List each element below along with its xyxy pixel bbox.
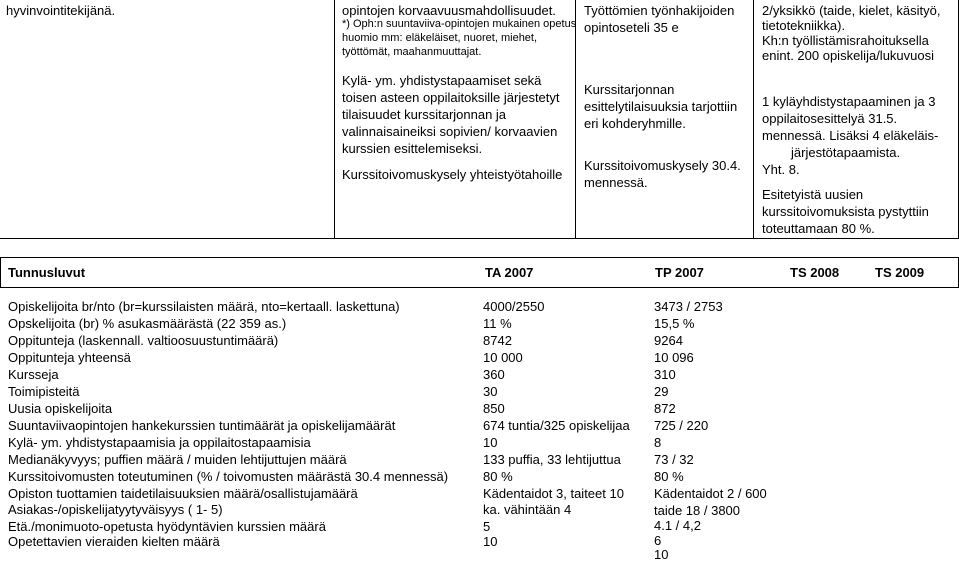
col3-text: opintoseteli 35 e <box>584 20 679 35</box>
header-ta2007: TA 2007 <box>485 265 534 280</box>
col4-text: mennessä. Lisäksi 4 eläkeläis- <box>762 128 939 143</box>
col2-note: *) Oph:n suuntaviiva-opintojen mukainen opetus <box>342 18 577 30</box>
row-label: Kursseja <box>8 367 59 382</box>
row-label: Medianäkyvyys; puffien määrä / muiden lehtijuttujen määrä <box>8 452 347 467</box>
col4-text: Esitetyistä uusien <box>762 187 864 202</box>
row-label: Opetettavien vieraiden kielten määrä <box>8 534 220 549</box>
col2-line: opintojen korvaavuusmahdollisuudet. <box>342 3 556 18</box>
col4-text: kurssitoivomuksista pystyttiin <box>762 204 929 219</box>
row-ta: 30 <box>483 384 498 399</box>
row-ta: ka. vähintään 4 <box>483 502 572 517</box>
col4-text: 2/yksikkö (taide, kielet, käsityö, <box>762 3 941 18</box>
row-tp: 3473 / 2753 <box>654 299 723 314</box>
col2-note: työttömät, maahanmuuttajat. <box>342 46 482 58</box>
row-ta: 674 tuntia/325 opiskelijaa <box>483 418 630 433</box>
row-tp: 10 096 <box>654 350 694 365</box>
row-tp: 15,5 % <box>654 316 695 331</box>
col2-note: huomio mm: eläkeläiset, nuoret, miehet, <box>342 32 538 44</box>
col3-text: Kurssitarjonnan <box>584 82 675 97</box>
col2-paragraph: Kylä- ym. yhdistystapaamiset sekä <box>342 73 542 88</box>
row-tp: 6 <box>654 533 662 548</box>
col3-text: Työttömien työnhakijoiden <box>584 3 735 18</box>
row-tp: 10 <box>654 547 669 562</box>
row-tp: Kädentaidot 2 / 600 <box>654 486 767 501</box>
row-tp: 80 % <box>654 469 684 484</box>
row-tp: 725 / 220 <box>654 418 709 433</box>
row-tp: 872 <box>654 401 676 416</box>
col4-text: järjestötapaamista. <box>791 145 901 160</box>
col4-text: Yht. 8. <box>762 162 800 177</box>
col2-paragraph: valinnaisaineiksi sopivien/ korvaavien <box>342 124 558 139</box>
row-ta: 850 <box>483 401 505 416</box>
col2-paragraph: kurssien esittelemiseksi. <box>342 141 483 156</box>
row-tp: 9264 <box>654 333 683 348</box>
header-tp2007: TP 2007 <box>655 265 704 280</box>
row-label: Suuntaviivaopintojen hankekurssien tuntimäärät ja opiskelijamäärät <box>8 418 396 433</box>
grid-line <box>575 0 576 239</box>
row-ta: 80 % <box>483 469 513 484</box>
grid-line <box>753 0 754 239</box>
header-tunnusluvut: Tunnusluvut <box>8 265 86 280</box>
row-ta: 360 <box>483 367 505 382</box>
row-label: Opiskelijoita br/nto (br=kurssilaisten määrä, nto=kertaall. laskettuna) <box>8 299 400 314</box>
row-label: Asiakas-/opiskelijatyytyväisyys ( 1- 5) <box>8 502 223 517</box>
col1-text: hyvinvointitekijänä. <box>6 3 116 18</box>
row-ta: 10 <box>483 534 498 549</box>
row-label: Oppitunteja (laskennall. valtioosuustuntimäärä) <box>8 333 279 348</box>
header-ts2009: TS 2009 <box>875 265 925 280</box>
row-ta: 10 <box>483 435 498 450</box>
row-label: Opiston tuottamien taidetilaisuuksien määrä/osallistujamäärä <box>8 486 358 501</box>
row-tp: taide 18 / 3800 <box>654 503 741 518</box>
col4-text: toteuttamaan 80 %. <box>762 221 875 236</box>
row-ta: 8742 <box>483 333 512 348</box>
row-label: Opskelijoita (br) % asukasmäärästä (22 359 as.) <box>8 316 287 331</box>
col3-text: mennessä. <box>584 175 648 190</box>
row-label: Uusia opiskelijoita <box>8 401 113 416</box>
grid-line <box>334 0 335 239</box>
col3-text: Kurssitoivomuskysely 30.4. <box>584 158 741 173</box>
row-tp: 310 <box>654 367 676 382</box>
grid-line <box>0 238 959 239</box>
col4-text: enint. 200 opiskelija/lukuvuosi <box>762 48 934 63</box>
row-label: Toimipisteitä <box>8 384 80 399</box>
row-ta: Kädentaidot 3, taiteet 10 <box>483 486 624 501</box>
row-tp: 4.1 / 4,2 <box>654 518 701 533</box>
col2-survey: Kurssitoivomuskysely yhteistyötahoille <box>342 167 563 182</box>
row-ta: 133 puffia, 33 lehtijuttua <box>483 452 621 467</box>
col4-text: 1 kyläyhdistystapaaminen ja 3 <box>762 94 936 109</box>
header-left-line <box>0 257 1 288</box>
row-ta: 11 % <box>483 316 512 331</box>
row-label: Etä./monimuoto-opetusta hyödyntävien kurssien määrä <box>8 519 326 534</box>
header-top-line <box>0 257 959 258</box>
row-label: Kylä- ym. yhdistystapaamisia ja oppilaitostapaamisia <box>8 435 311 450</box>
header-bottom-line <box>0 287 959 288</box>
header-ts2008: TS 2008 <box>790 265 840 280</box>
col2-paragraph: tilaisuudet kurssitarjonnan ja <box>342 107 507 122</box>
col3-text: eri kohderyhmille. <box>584 116 686 131</box>
col2-paragraph: toisen asteen oppilaitoksille järjestetyt <box>342 90 560 105</box>
col4-text: tietotekniikka). <box>762 18 846 33</box>
row-ta: 5 <box>483 519 491 534</box>
row-tp: 29 <box>654 384 669 399</box>
col4-text: oppilaitosesittelyä 31.5. <box>762 111 898 126</box>
row-ta: 10 000 <box>483 350 523 365</box>
row-tp: 8 <box>654 435 662 450</box>
row-ta: 4000/2550 <box>483 299 545 314</box>
row-label: Kurssitoivomusten toteutuminen (% / toivomusten määrästä 30.4 mennessä) <box>8 469 449 484</box>
row-tp: 73 / 32 <box>654 452 694 467</box>
col4-text: Kh:n työllistämisrahoituksella <box>762 33 929 48</box>
col3-text: esittelytilaisuuksia tarjottiin <box>584 99 738 114</box>
row-label: Oppitunteja yhteensä <box>8 350 131 365</box>
